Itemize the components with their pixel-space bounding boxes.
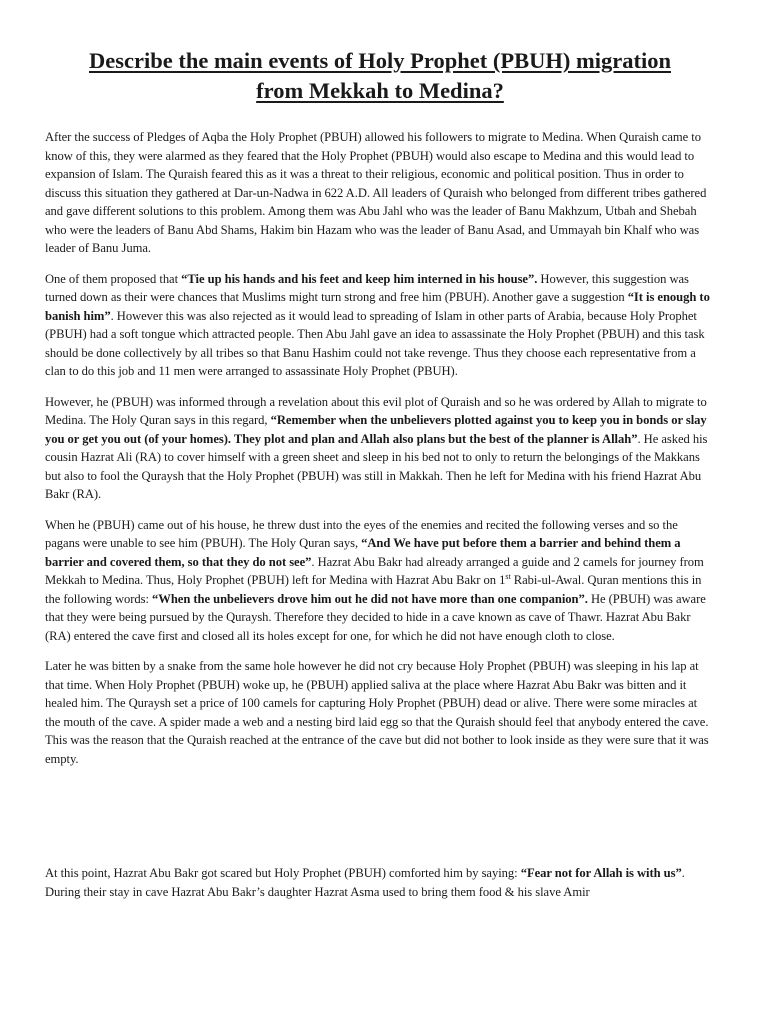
- title-line-2: from Mekkah to Medina?: [256, 78, 504, 103]
- quote-bold: “Tie up his hands and his feet and keep him interned in his house”.: [181, 271, 538, 286]
- text-run: However, this suggestion was turned down as their were chances that Muslims might turn strong and free him (PBUH). Another gave a suggestion: [45, 271, 689, 304]
- ordinal-superscript: st: [505, 571, 511, 581]
- text-run: Rabi-ul-Awal. Quran mentions this in the following words:: [45, 573, 702, 606]
- text-run: . However this was also rejected as it would lead to spreading of Islam in other parts of Arabia, because Holy Prophet (PBUH) had a soft tongue which attracted people. Then Abu Jahl gave an idea to assassinate the Holy Prophet (PBUH) and this task should be done collectively by all tribes so that Banu Hashim could not take revenge. Thus they choose each representative from a clan to do this job and 11 men were arranged to assassinate Holy Prophet (PBUH).: [45, 308, 705, 378]
- page-blank-space: [45, 780, 715, 864]
- text-run: One of them proposed that: [45, 271, 182, 286]
- quote-bold: “It is enough to banish him”: [45, 290, 710, 323]
- paragraph-2: [45, 270, 715, 381]
- text-run: He (PBUH) was aware that they were being pursued by the Quraysh. Therefore they decided to hide in a cave known as cave of Thawr. Hazrat Abu Bakr (RA) entered the cave first and closed all its holes except for one, for which he did not have enough cloth to close.: [45, 591, 706, 643]
- paragraph-4: [45, 516, 715, 646]
- title-line-1: Describe the main events of Holy Prophet (PBUH) migration: [88, 48, 671, 73]
- text-run: . Hazrat Abu Bakr had already arranged a guide and 2 camels for journey from Mekkah to Medina. Thus, Holy Prophet (PBUH) left for Medina with Hazrat Abu Bakr on 1: [45, 554, 704, 587]
- paragraph-3: [45, 393, 715, 504]
- text-run: . During their stay in cave Hazrat Abu Bakr’s daughter Hazrat Asma used to bring them food & his slave Amir: [45, 866, 685, 899]
- quote-bold: “Fear not for Allah is with us”: [520, 866, 682, 880]
- text-run: At this point, Hazrat Abu Bakr got scared but Holy Prophet (PBUH) comforted him by saying:: [45, 866, 521, 880]
- page-title: [45, 46, 715, 106]
- text-run: However, he (PBUH) was informed through a revelation about this evil plot of Quraish and so he was ordered by Allah to migrate to Medina. The Holy Quran says in this regard,: [45, 394, 707, 427]
- paragraph-5: Later he was bitten by a snake from the same hole however he did not cry because Holy Prophet (PBUH) was sleeping in his lap at that time. When Holy Prophet (PBUH) woke up, he (PBUH) applied saliva at the place where Hazrat Abu Bakr was bitten and it healed him. The Quraysh set a price of 100 camels for capturing Holy Prophet (PBUH) dead or alive. There were some miracles at the mouth of the cave. A spider made a web and a nesting bird laid egg so that the Quraish should feel that anybody entered the cave. This was the reason that the Quraish reached at the entrance of the cave but did not bother to look inside as they were sure that it was empty.: [45, 659, 709, 766]
- text-run: . He asked his cousin Hazrat Ali (RA) to cover himself with a green sheet and sleep in his bed not to only to return the belongings of the Makkans but also to fool the Quraysh that the Holy Prophet (PBUH) was still in Makkah. Then he left for Medina with his friend Hazrat Abu Bakr (RA).: [45, 431, 708, 501]
- quote-bold: “When the unbelievers drove him out he did not have more than one companion”.: [152, 591, 588, 606]
- quote-bold: “And We have put before them a barrier and behind them a barrier and covered them, so that they do not see”: [45, 536, 681, 569]
- quote-bold: “Remember when the unbelievers plotted against you to keep you in bonds or slay you or get you out (of your homes). They plot and plan and Allah also plans but the best of the planner is Allah”: [45, 413, 707, 446]
- text-run: When he (PBUH) came out of his house, he threw dust into the eyes of the enemies and recited the following verses and so the pagans were unable to see him (PBUH). The Holy Quran says,: [45, 517, 678, 550]
- paragraph-6: [45, 864, 715, 901]
- paragraph-1: After the success of Pledges of Aqba the Holy Prophet (PBUH) allowed his followers to migrate to Medina. When Quraish came to know of this, they were alarmed as they feared that the Holy Prophet (PBUH) would also escape to Medina and this would lead to expansion of Islam. The Quraish feared this as it was a threat to their religious, economic and political position. Thus in order to discuss this situation they gathered at Dar-un-Nadwa in 622 A.D. All leaders of Quraish who belonged from different tribes gathered and gave different solutions to this problem. Among them was Abu Jahl who was the leader of Banu Makhzum, Utbah and Shebah who were the leaders of Banu Abd Shams, Hakim bin Hazam who was the leader of Banu Asad, and Ummayah bin Khalf who was leader of Banu Juma.: [45, 130, 707, 255]
